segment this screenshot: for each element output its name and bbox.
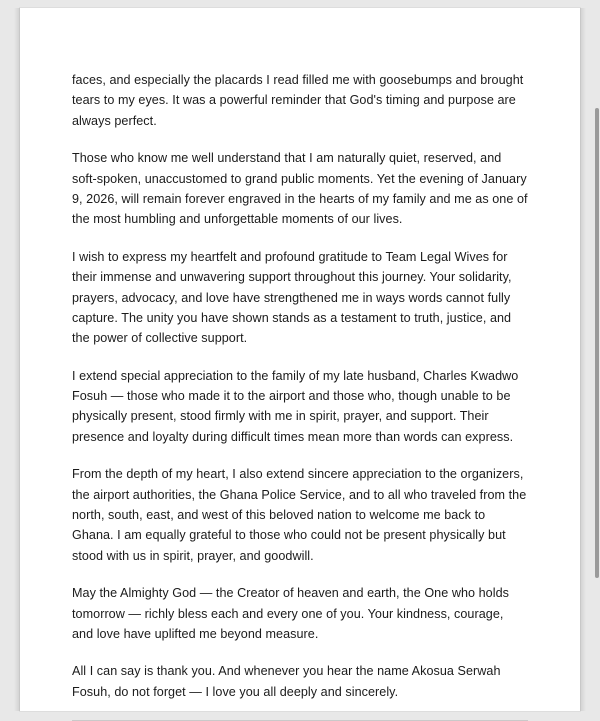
- paragraph: I extend special appreciation to the family of my late husband, Charles Kwadwo Fosuh — those who made it to the airport and those who, though unable to be physically present, stood firmly with me in spirit, prayer, and support. Their presence and loyalty during difficult times mean more than words can express.: [72, 368, 519, 444]
- paragraph: May the Almighty God — the Creator of heaven and earth, the One who holds tomorrow — richly bless each and every one of you. Your kindness, courage, and love have uplifted me beyond measure.: [72, 586, 509, 641]
- scrollbar[interactable]: [594, 0, 600, 719]
- paragraph: faces, and especially the placards I read filled me with goosebumps and brought tears to my eyes. It was a powerful reminder that God's timing and purpose are always perfect.: [72, 73, 524, 128]
- document-body: [72, 70, 528, 702]
- page-content-area: [20, 8, 580, 721]
- page-shadow-left: [14, 8, 20, 711]
- paragraph: All I can say is thank you. And whenever you hear the name Akosua Serwah Fosuh, do not forget — I love you all deeply and sincerely.: [72, 664, 501, 699]
- document-page: [20, 8, 580, 711]
- scrollbar-thumb[interactable]: [595, 108, 599, 578]
- paragraph: Those who know me well understand that I am naturally quiet, reserved, and soft-spoken, unaccustomed to grand public moments. Yet the evening of January 9, 2026, will remain forever engraved in the hearts of my family and me as one of the most humbling and unforgettable moments of our lives.: [72, 151, 528, 227]
- paragraph: I wish to express my heartfelt and profound gratitude to Team Legal Wives for their immense and unwavering support throughout this journey. Your solidarity, prayers, advocacy, and love have strengthened me in ways words cannot fully capture. The unity you have shown stands as a testament to truth, justice, and the power of collective support.: [72, 249, 512, 346]
- paragraph: From the depth of my heart, I also extend sincere appreciation to the organizers, the airport authorities, the Ghana Police Service, and to all who traveled from the north, south, east, and west of this beloved nation to welcome me back to Ghana. I am equally grateful to those who could not be present physically but stood with us in spirit, prayer, and goodwill.: [72, 467, 527, 563]
- page-shadow-right: [580, 8, 586, 711]
